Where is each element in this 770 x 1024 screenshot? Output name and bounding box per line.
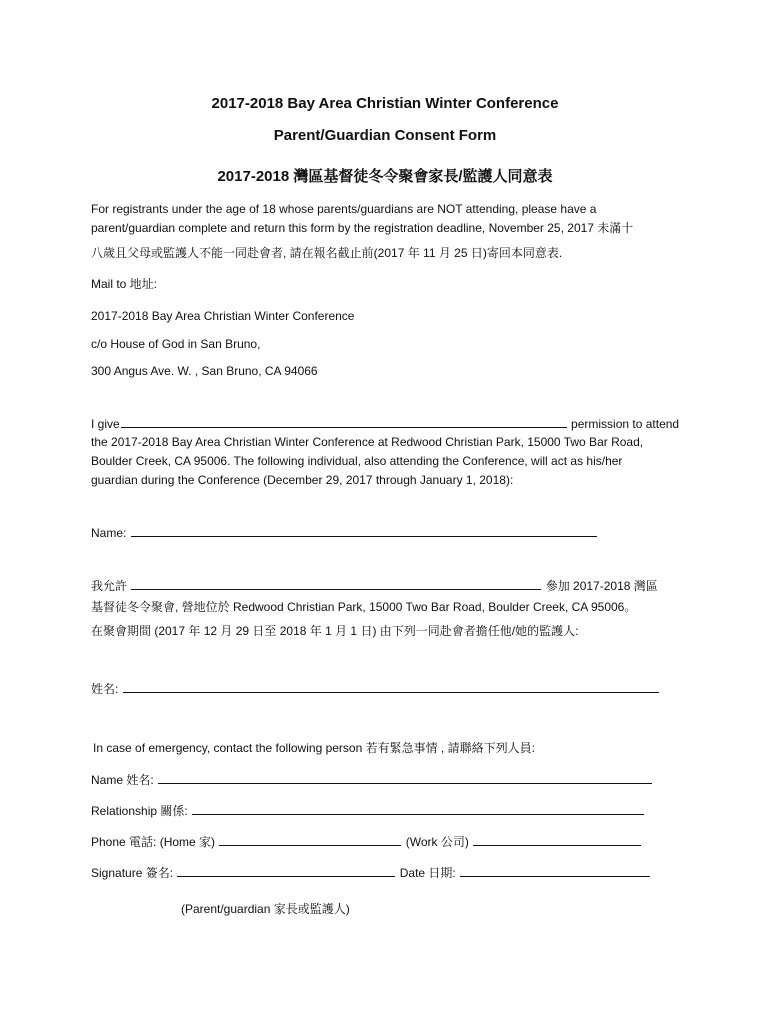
emergency-phone-work-label: (Work 公司) xyxy=(405,835,469,849)
signature-note: (Parent/guardian 家長或監護人) xyxy=(181,902,350,916)
permission-zh-prefix: 我允許 xyxy=(91,579,128,593)
emergency-name-label: Name 姓名: xyxy=(91,773,154,787)
emergency-relationship-row xyxy=(91,803,645,818)
form-title-consent: Parent/Guardian Consent Form xyxy=(273,127,497,144)
permitted-person-zh-field[interactable] xyxy=(131,578,541,590)
emergency-heading: In case of emergency, contact the following person 若有緊急事情 , 請聯絡下列人員: xyxy=(93,741,535,755)
permission-en-prefix: I give xyxy=(91,417,120,431)
mail-address-line-1: 2017-2018 Bay Area Christian Winter Conference xyxy=(91,309,355,323)
intro-line-3: 八歲且父母或監護人不能一同赴會者, 請在報名截止前(2017 年 11 月 25 日)寄回本同意表. xyxy=(91,246,563,260)
permission-en-line-2: the 2017-2018 Bay Area Christian Winter Conference at Redwood Christian Park, 15000 Two Bar Road, xyxy=(91,435,644,449)
signature-row xyxy=(91,865,651,880)
emergency-name-field[interactable] xyxy=(158,772,652,784)
emergency-phone-home-field[interactable] xyxy=(219,834,401,846)
date-field[interactable] xyxy=(460,865,650,877)
emergency-name-row xyxy=(91,772,653,787)
permission-zh-line-1 xyxy=(91,578,658,593)
permission-en-line-4: guardian during the Conference (December 29, 2017 through January 1, 2018): xyxy=(91,473,514,487)
signature-label: Signature 簽名: xyxy=(91,866,174,880)
guardian-name-en-field[interactable] xyxy=(131,525,597,537)
intro-line-2: parent/guardian complete and return this form by the registration deadline, November 25, 2017 未滿十 xyxy=(91,221,634,235)
guardian-name-zh-label: 姓名: xyxy=(91,682,119,696)
permission-en-line-3: Boulder Creek, CA 95006. The following individual, also attending the Conference, will act as his/her xyxy=(91,454,623,468)
signature-field[interactable] xyxy=(177,865,395,877)
emergency-phone-home-label: Phone 電話: (Home 家) xyxy=(91,835,216,849)
date-label: Date 日期: xyxy=(399,866,456,880)
mail-address-line-2: c/o House of God in San Bruno, xyxy=(91,337,261,351)
emergency-phone-row xyxy=(91,834,642,849)
guardian-name-zh-field[interactable] xyxy=(123,681,659,693)
mail-label: Mail to 地址: xyxy=(91,277,158,291)
guardian-name-zh-row xyxy=(91,681,660,696)
permission-zh-line-3: 在聚會期間 (2017 年 12 月 29 日至 2018 年 1 月 1 日) 由下列一同赴會者擔任他/她的監護人: xyxy=(91,624,579,638)
form-title-conference: 2017-2018 Bay Area Christian Winter Conference xyxy=(211,95,559,112)
mail-address-line-3: 300 Angus Ave. W. , San Bruno, CA 94066 xyxy=(91,364,318,378)
permission-en-line-1 xyxy=(91,416,679,431)
form-title-chinese: 2017-2018 灣區基督徒冬令聚會家長/監護人同意表 xyxy=(217,168,553,185)
permission-en-suffix: permission to attend xyxy=(571,417,680,431)
guardian-name-en-row xyxy=(91,525,598,540)
permission-zh-suffix: 參加 2017-2018 灣區 xyxy=(545,579,658,593)
intro-line-1: For registrants under the age of 18 whose parents/guardians are NOT attending, please have a xyxy=(91,202,597,216)
permission-zh-line-2: 基督徒冬令聚會, 營地位於 Redwood Christian Park, 15000 Two Bar Road, Boulder Creek, CA 95006。 xyxy=(91,600,637,614)
emergency-relationship-label: Relationship 關係: xyxy=(91,804,188,818)
permitted-person-field[interactable] xyxy=(121,416,567,428)
emergency-relationship-field[interactable] xyxy=(192,803,644,815)
guardian-name-en-label: Name: xyxy=(91,526,127,540)
emergency-phone-work-field[interactable] xyxy=(473,834,641,846)
